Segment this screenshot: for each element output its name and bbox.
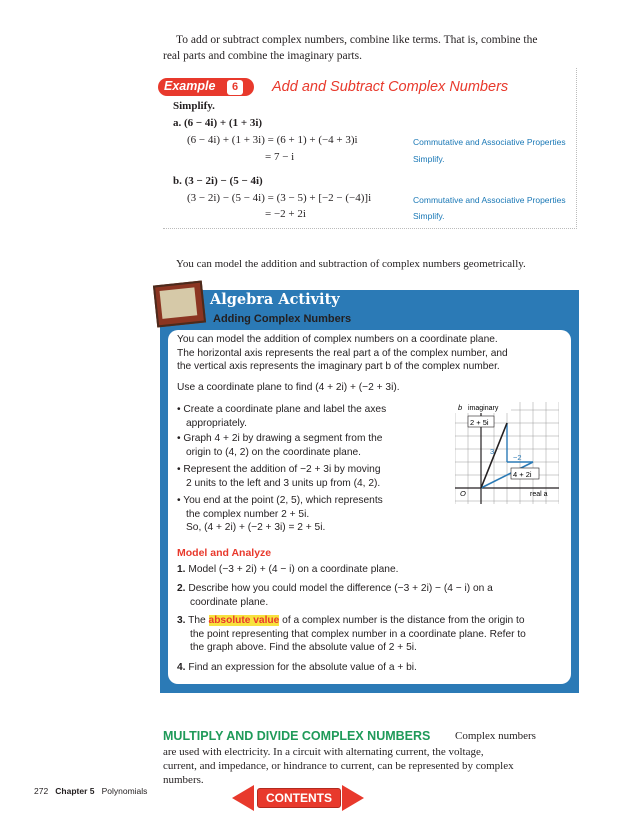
complex-plane-graph bbox=[455, 402, 559, 504]
bullet-2-line-1: Graph 4 + 2i by drawing a segment from the bbox=[183, 433, 383, 444]
question-3-line-1: of a complex number is the distance from the origin to bbox=[279, 615, 525, 626]
previous-arrow-icon[interactable] bbox=[232, 785, 254, 811]
example-number: 6 bbox=[227, 80, 243, 95]
activity-subtitle: Adding Complex Numbers bbox=[213, 313, 352, 325]
question-2-line-1: Describe how you could model the difference (−3 + 2i) − (4 − i) on a bbox=[188, 583, 493, 594]
activity-title: Algebra Activity bbox=[210, 291, 340, 308]
bullet-3: • Represent the addition of −2 + 3i by moving 2 units to the left and 3 units up from (4, 2). bbox=[177, 464, 381, 489]
bullet-3-line-1: Represent the addition of −2 + 3i by moving bbox=[183, 464, 381, 475]
minus2-label: −2 bbox=[513, 453, 522, 462]
activity-description bbox=[177, 333, 508, 374]
question-2 bbox=[177, 582, 493, 609]
example-b-reason2: Simplify. bbox=[413, 211, 445, 221]
bullet-1-line-2: appropriately. bbox=[186, 417, 247, 429]
b-label: b bbox=[458, 403, 463, 412]
question-1-num: 1. bbox=[177, 564, 186, 575]
activity-task: Use a coordinate plane to find (4 + 2i) + (−2 + 3i). bbox=[177, 382, 400, 393]
bullet-1: • Create a coordinate plane and label the axes appropriately. bbox=[177, 404, 387, 429]
model-analyze-heading: Model and Analyze bbox=[177, 547, 272, 559]
origin-label: O bbox=[460, 489, 466, 498]
footer-chapter: Chapter 5 bbox=[55, 786, 95, 796]
footer-title: Polynomials bbox=[101, 786, 148, 796]
three-label: 3 bbox=[490, 447, 495, 456]
activity-p2: The horizontal axis represents the real part a of the complex number, and bbox=[177, 347, 508, 359]
activity-p1: You can model the addition of complex numbers on a coordinate plane. bbox=[177, 334, 498, 345]
question-3-line-2: the point representing that complex number in a coordinate plane. Refer to bbox=[190, 628, 526, 640]
bullet-2: • Graph 4 + 2i by drawing a segment from the origin to (4, 2) on the coordinate plane. bbox=[177, 433, 383, 458]
example-a-line1: (6 − 4i) + (1 + 3i) = (6 + 1) + (−4 + 3)i bbox=[187, 134, 358, 146]
example-b-head: b. (3 − 2i) − (5 − 4i) bbox=[173, 175, 263, 187]
example-a-reason1: Commutative and Associative Properties bbox=[413, 137, 566, 147]
question-3-pre: The bbox=[188, 615, 209, 626]
question-4-text: Find an expression for the absolute value of a + bi. bbox=[188, 662, 417, 673]
example-simplify: Simplify. bbox=[173, 100, 215, 112]
question-3-line-3: the graph above. Find the absolute value of 2 + 5i. bbox=[190, 642, 417, 653]
bullet-4-line-3: So, (4 + 2i) + (−2 + 3i) = 2 + 5i. bbox=[186, 522, 326, 533]
question-3-num: 3. bbox=[177, 615, 186, 626]
example-a-head: a. (6 − 4i) + (1 + 3i) bbox=[173, 117, 263, 129]
example-a-reason2: Simplify. bbox=[413, 154, 445, 164]
example-b-reason1: Commutative and Associative Properties bbox=[413, 195, 566, 205]
bullet-4-line-1: You end at the point (2, 5), which represents bbox=[183, 495, 383, 506]
section-lead: Complex numbers bbox=[455, 730, 536, 742]
intro-line-2: real parts and combine the imaginary parts. bbox=[163, 50, 362, 62]
activity-image bbox=[153, 281, 206, 328]
question-1 bbox=[177, 563, 398, 577]
page-footer bbox=[34, 786, 147, 796]
section-body-3: numbers. bbox=[163, 774, 204, 786]
bullet-4-line-2: the complex number 2 + 5i. bbox=[186, 508, 310, 520]
intro-line-1: To add or subtract complex numbers, combine like terms. That is, combine the bbox=[176, 34, 538, 46]
section-body-1: are used with electricity. In a circuit with alternating current, the voltage, bbox=[163, 746, 484, 758]
contents-nav bbox=[232, 785, 364, 811]
real-label: real a bbox=[530, 491, 548, 498]
next-arrow-icon[interactable] bbox=[342, 785, 364, 811]
sum-label: 2 + 5i bbox=[470, 418, 489, 427]
geometric-note: You can model the addition and subtraction of complex numbers geometrically. bbox=[176, 258, 526, 270]
question-3 bbox=[177, 614, 526, 655]
first-label: 4 + 2i bbox=[513, 470, 532, 479]
example-b-line2: = −2 + 2i bbox=[265, 208, 306, 220]
contents-button[interactable]: CONTENTS bbox=[257, 788, 341, 808]
bullet-1-line-1: Create a coordinate plane and label the axes bbox=[183, 404, 387, 415]
section-body bbox=[163, 745, 583, 787]
bullet-4: • You end at the point (2, 5), which represents the complex number 2 + 5i. So, (4 + 2i) + (−2 + 3i) = 2 + 5i. bbox=[177, 495, 383, 533]
bullet-2-line-2: origin to (4, 2) on the coordinate plane. bbox=[186, 446, 361, 458]
example-a-line2: = 7 − i bbox=[265, 151, 295, 163]
question-1-text: Model (−3 + 2i) + (4 − i) on a coordinate plane. bbox=[188, 564, 399, 575]
intro-paragraph bbox=[163, 32, 583, 64]
absolute-value-highlight: absolute value bbox=[208, 615, 280, 626]
page-number: 272 bbox=[34, 786, 49, 796]
question-4-num: 4. bbox=[177, 662, 186, 673]
question-4 bbox=[177, 661, 417, 675]
imaginary-label: imaginary bbox=[468, 405, 499, 412]
example-b-line1: (3 − 2i) − (5 − 4i) = (3 − 5) + [−2 − (−4)]i bbox=[187, 192, 372, 204]
question-2-line-2: coordinate plane. bbox=[190, 596, 269, 608]
section-body-2: current, and impedance, or hindrance to current, can be represented by complex bbox=[163, 760, 514, 772]
question-2-num: 2. bbox=[177, 583, 186, 594]
example-title: Add and Subtract Complex Numbers bbox=[272, 79, 509, 95]
example-label: Example bbox=[164, 79, 216, 93]
section-heading: MULTIPLY AND DIVIDE COMPLEX NUMBERS bbox=[163, 729, 431, 743]
bullet-3-line-2: 2 units to the left and 3 units up from (4, 2). bbox=[186, 477, 381, 489]
activity-p3: the vertical axis represents the imaginary part b of the complex number. bbox=[177, 361, 500, 372]
